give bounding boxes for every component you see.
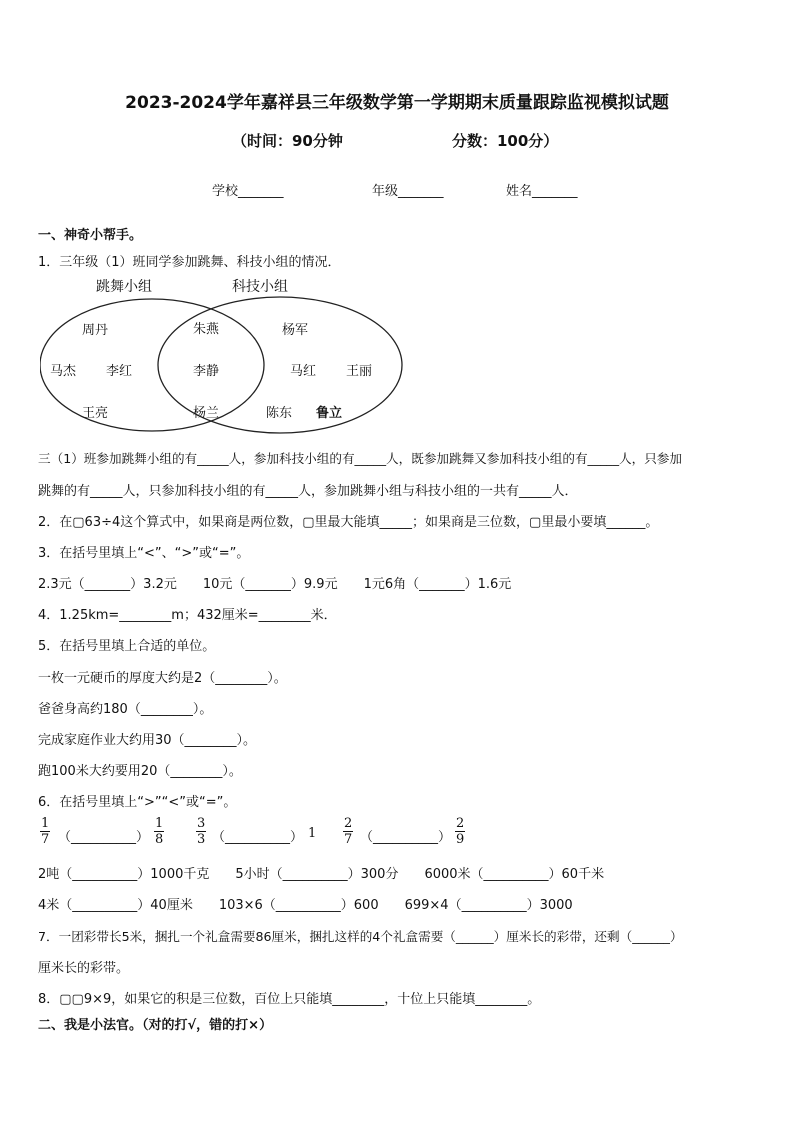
venn-left-label: 跳舞小组 bbox=[96, 279, 152, 295]
venn-name: 马杰 bbox=[50, 364, 77, 379]
exam-time: （时间：90分钟 bbox=[232, 132, 343, 150]
fraction bbox=[343, 816, 353, 847]
number-one: 1 bbox=[308, 826, 317, 841]
fraction bbox=[455, 816, 465, 847]
denominator: 7 bbox=[344, 832, 353, 847]
venn-name: 陈东 bbox=[266, 406, 293, 421]
question-4: 4．1.25km=________m；432厘米=________米． bbox=[38, 608, 337, 623]
question-5-item: 完成家庭作业大约用30（________）。 bbox=[38, 733, 257, 748]
exam-score: 分数：100分） bbox=[452, 132, 559, 150]
denominator: 3 bbox=[197, 832, 206, 847]
school-field: 学校_______ bbox=[212, 184, 284, 199]
fraction bbox=[154, 816, 164, 847]
answer-blank: （__________） bbox=[58, 830, 150, 845]
question-1-text-line-2: 跳舞的有_____人，只参加科技小组的有_____人，参加跳舞小组与科技小组的一共有_____人． bbox=[38, 484, 578, 499]
fraction bbox=[196, 816, 206, 847]
numerator: 2 bbox=[344, 816, 353, 831]
venn-name: 王亮 bbox=[82, 406, 109, 421]
question-3-items: 2.3元（_______）3.2元 10元（_______）9.9元 1元6角（_______）1.6元 bbox=[38, 577, 512, 592]
answer-blank: （__________） bbox=[212, 830, 304, 845]
venn-name: 鲁立 bbox=[316, 406, 343, 421]
numerator: 3 bbox=[197, 816, 206, 831]
denominator: 8 bbox=[155, 832, 164, 847]
question-3-stem: 3．在括号里填上“<”、“>”或“=”。 bbox=[38, 546, 250, 561]
question-6-row-3: 4米（__________）40厘米 103×6（__________）600 699×4（__________）3000 bbox=[38, 898, 573, 913]
venn-name: 杨军 bbox=[282, 323, 309, 338]
question-1-stem: 1．三年级（1）班同学参加跳舞、科技小组的情况． bbox=[38, 255, 341, 270]
venn-name: 马红 bbox=[290, 364, 317, 379]
numerator: 1 bbox=[155, 816, 164, 831]
page-title: 2023-2024学年嘉祥县三年级数学第一学期期末质量跟踪监视模拟试题 bbox=[125, 93, 669, 113]
venn-name: 朱燕 bbox=[193, 322, 220, 337]
denominator: 9 bbox=[456, 832, 465, 847]
grade-field: 年级_______ bbox=[372, 184, 444, 199]
answer-blank: （__________） bbox=[360, 830, 452, 845]
numerator: 1 bbox=[41, 816, 50, 831]
venn-right-label: 科技小组 bbox=[232, 279, 288, 295]
question-5-item: 爸爸身高约180（________）。 bbox=[38, 702, 213, 717]
venn-name: 李静 bbox=[193, 364, 220, 379]
question-5-item: 跑100米大约要用20（________）。 bbox=[38, 764, 242, 779]
venn-name: 王丽 bbox=[346, 364, 373, 379]
question-5-stem: 5．在括号里填上合适的单位。 bbox=[38, 639, 216, 654]
venn-name: 李红 bbox=[106, 364, 133, 379]
denominator: 7 bbox=[41, 832, 50, 847]
numerator: 2 bbox=[456, 816, 465, 831]
venn-name: 杨兰 bbox=[193, 406, 220, 421]
question-8: 8．▢▢9×9，如果它的积是三位数，百位上只能填________，十位上只能填________。 bbox=[38, 992, 541, 1007]
section-one-heading: 一、神奇小帮手。 bbox=[38, 228, 143, 243]
fraction bbox=[40, 816, 50, 847]
question-5-item: 一枚一元硬币的厚度大约是2（________）。 bbox=[38, 671, 287, 686]
question-7-line-1: 7．一团彩带长5米，捆扎一个礼盒需要86厘米，捆扎这样的4个礼盒需要（______）厘米长的彩带，还剩（______） bbox=[38, 929, 683, 944]
venn-name: 周丹 bbox=[82, 323, 109, 338]
question-7-line-2: 厘米长的彩带。 bbox=[38, 961, 130, 976]
question-6-stem: 6．在括号里填上“>”“<”或“=”。 bbox=[38, 795, 237, 810]
question-6-row-2: 2吨（__________）1000千克 5小时（__________）300分 6000米（__________）60千米 bbox=[38, 867, 605, 882]
name-field: 姓名_______ bbox=[506, 184, 578, 199]
section-two-heading: 二、我是小法官。（对的打√，错的打×） bbox=[38, 1018, 273, 1033]
question-2: 2．在▢63÷4这个算式中，如果商是两位数，▢里最大能填_____；如果商是三位数，▢里最小要填______。 bbox=[38, 515, 659, 530]
question-1-text-line-1: 三（1）班参加跳舞小组的有_____人，参加科技小组的有_____人，既参加跳舞又参加科技小组的有_____人，只参加 bbox=[38, 451, 682, 466]
